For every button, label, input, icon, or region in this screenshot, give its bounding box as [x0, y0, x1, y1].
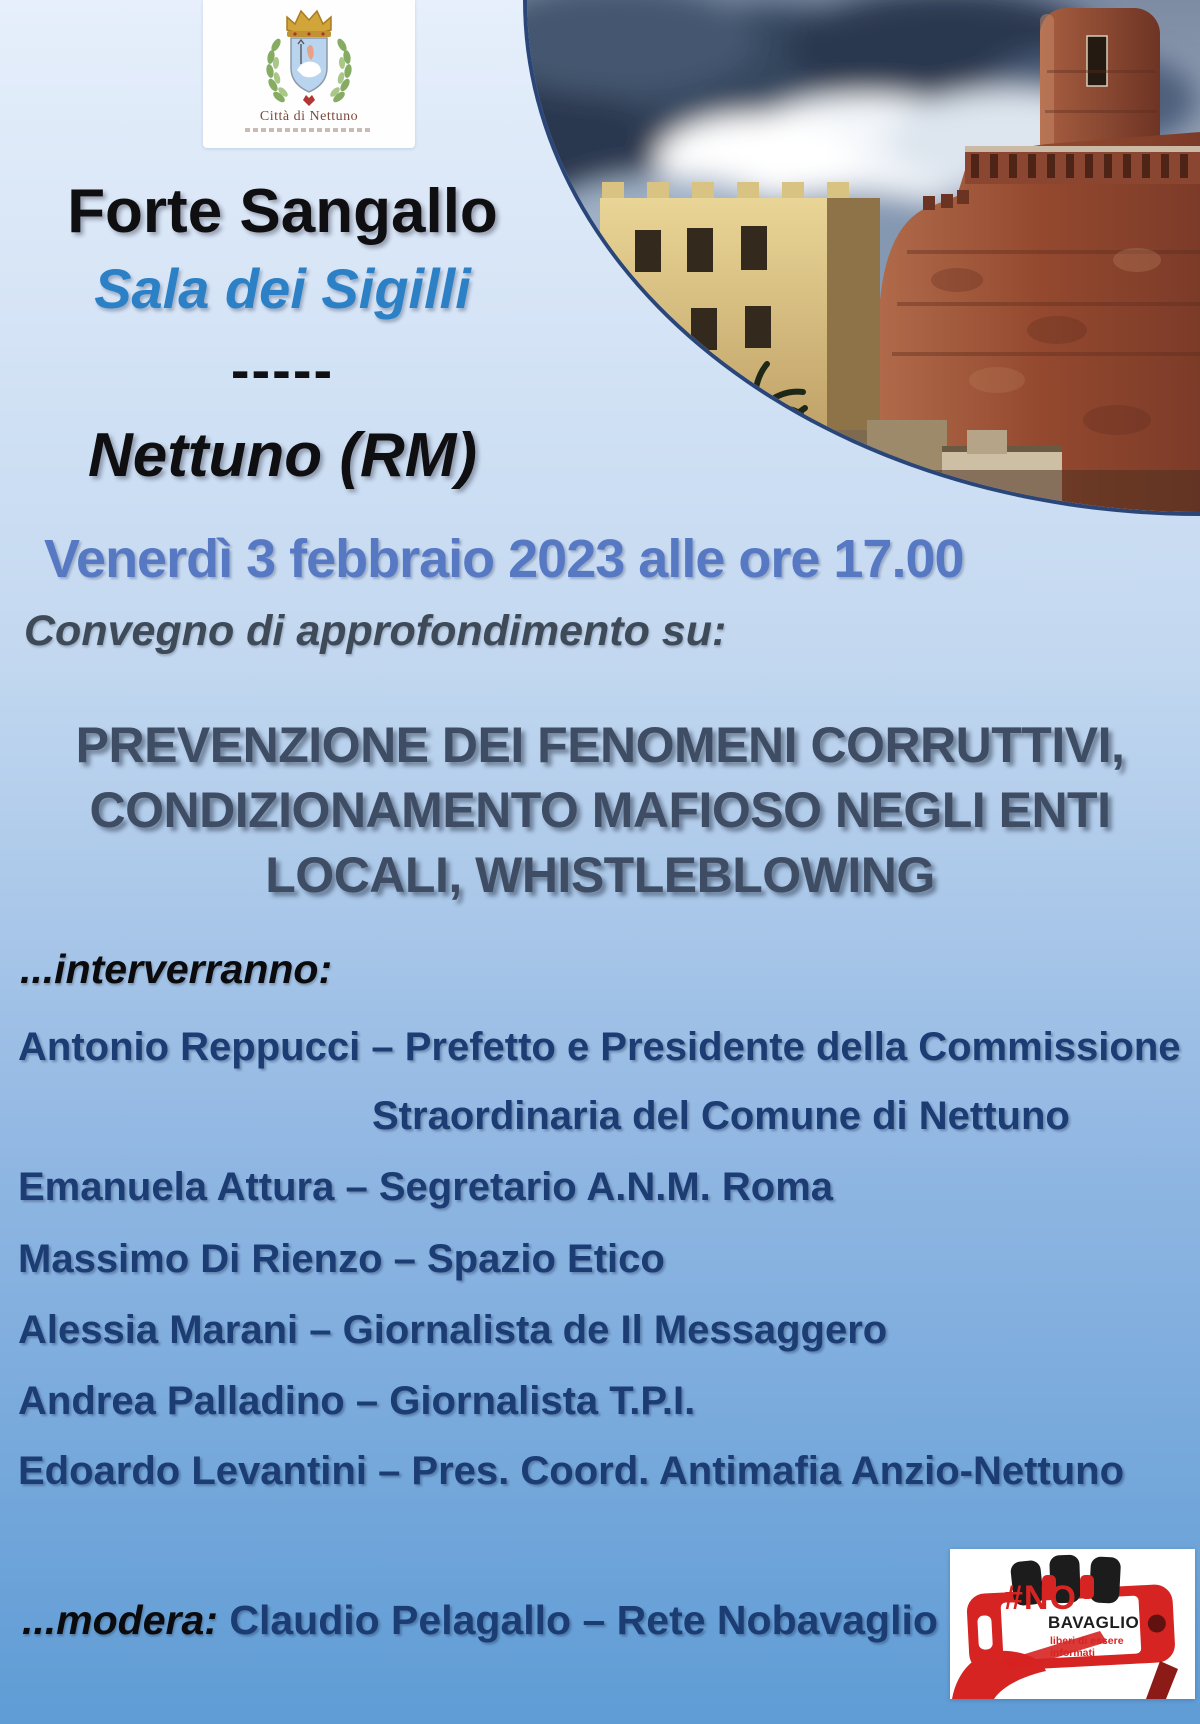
moderator-label: ...modera: — [22, 1597, 218, 1643]
speaker-row — [18, 1165, 833, 1210]
city-title: Nettuno (RM) — [87, 421, 478, 490]
speaker-name: Antonio Reppucci — [18, 1025, 361, 1069]
badge-tagline: liberi di essere informati — [1050, 1635, 1124, 1660]
speaker-name: Massimo Di Rienzo — [18, 1237, 383, 1281]
speaker-role: – Prefetto e Presidente della Commissione — [371, 1025, 1181, 1069]
speaker-row — [18, 1379, 695, 1424]
speaker-role-continuation: Straordinaria del Comune di Nettuno — [372, 1094, 1070, 1138]
speaker-role: – Segretario A.N.M. Roma — [345, 1165, 834, 1209]
city-logo-title: Città di Nettuno — [259, 109, 359, 124]
speaker-role: – Spazio Etico — [393, 1237, 665, 1281]
moderator-row — [22, 1597, 938, 1644]
event-intro: Convegno di approfondimento su: — [24, 607, 727, 655]
speakers-heading: ...interverranno: — [20, 946, 333, 992]
speaker-name: Alessia Marani — [18, 1308, 299, 1352]
speaker-role: – Giornalista T.P.I. — [355, 1379, 696, 1423]
moderator-name: Claudio Pelagallo – Rete Nobavaglio — [229, 1597, 938, 1643]
speaker-row — [18, 1308, 887, 1353]
hall-subtitle: Sala dei Sigilli — [94, 257, 471, 320]
badge-hashtag: #NO — [1004, 1579, 1077, 1617]
speaker-row — [18, 1449, 1124, 1494]
badge-word: BAVAGLIO — [1048, 1613, 1140, 1632]
event-datetime: Venerdì 3 febbraio 2023 alle ore 17.00 — [44, 529, 964, 589]
castle-photo — [523, 0, 1200, 516]
separator-dashes: ----- — [230, 338, 335, 401]
topic-line-1: PREVENZIONE DEI FENOMENI CORRUTTIVI, — [75, 717, 1125, 773]
city-crest-icon — [249, 4, 369, 109]
speaker-name: Edoardo Levantini — [18, 1449, 367, 1493]
topic-line-3: LOCALI, WHISTLEBLOWING — [265, 847, 935, 903]
castle-photo-illustration — [527, 0, 1200, 512]
nobavaglio-logo — [950, 1549, 1195, 1699]
event-topic — [0, 713, 1200, 908]
speaker-role: – Pres. Coord. Antimafia Anzio-Nettuno — [378, 1449, 1125, 1493]
speaker-name: Emanuela Attura — [18, 1165, 335, 1209]
speaker-row — [18, 1237, 665, 1282]
city-logo — [203, 0, 415, 148]
speaker-name: Andrea Palladino — [18, 1379, 345, 1423]
speaker-role: – Giornalista de Il Messaggero — [309, 1308, 888, 1352]
venue-title: Forte Sangallo — [67, 177, 498, 246]
speaker-row — [18, 1025, 1181, 1070]
topic-line-2: CONDIZIONAMENTO MAFIOSO NEGLI ENTI — [89, 782, 1111, 838]
city-logo-motto-line — [245, 128, 373, 132]
